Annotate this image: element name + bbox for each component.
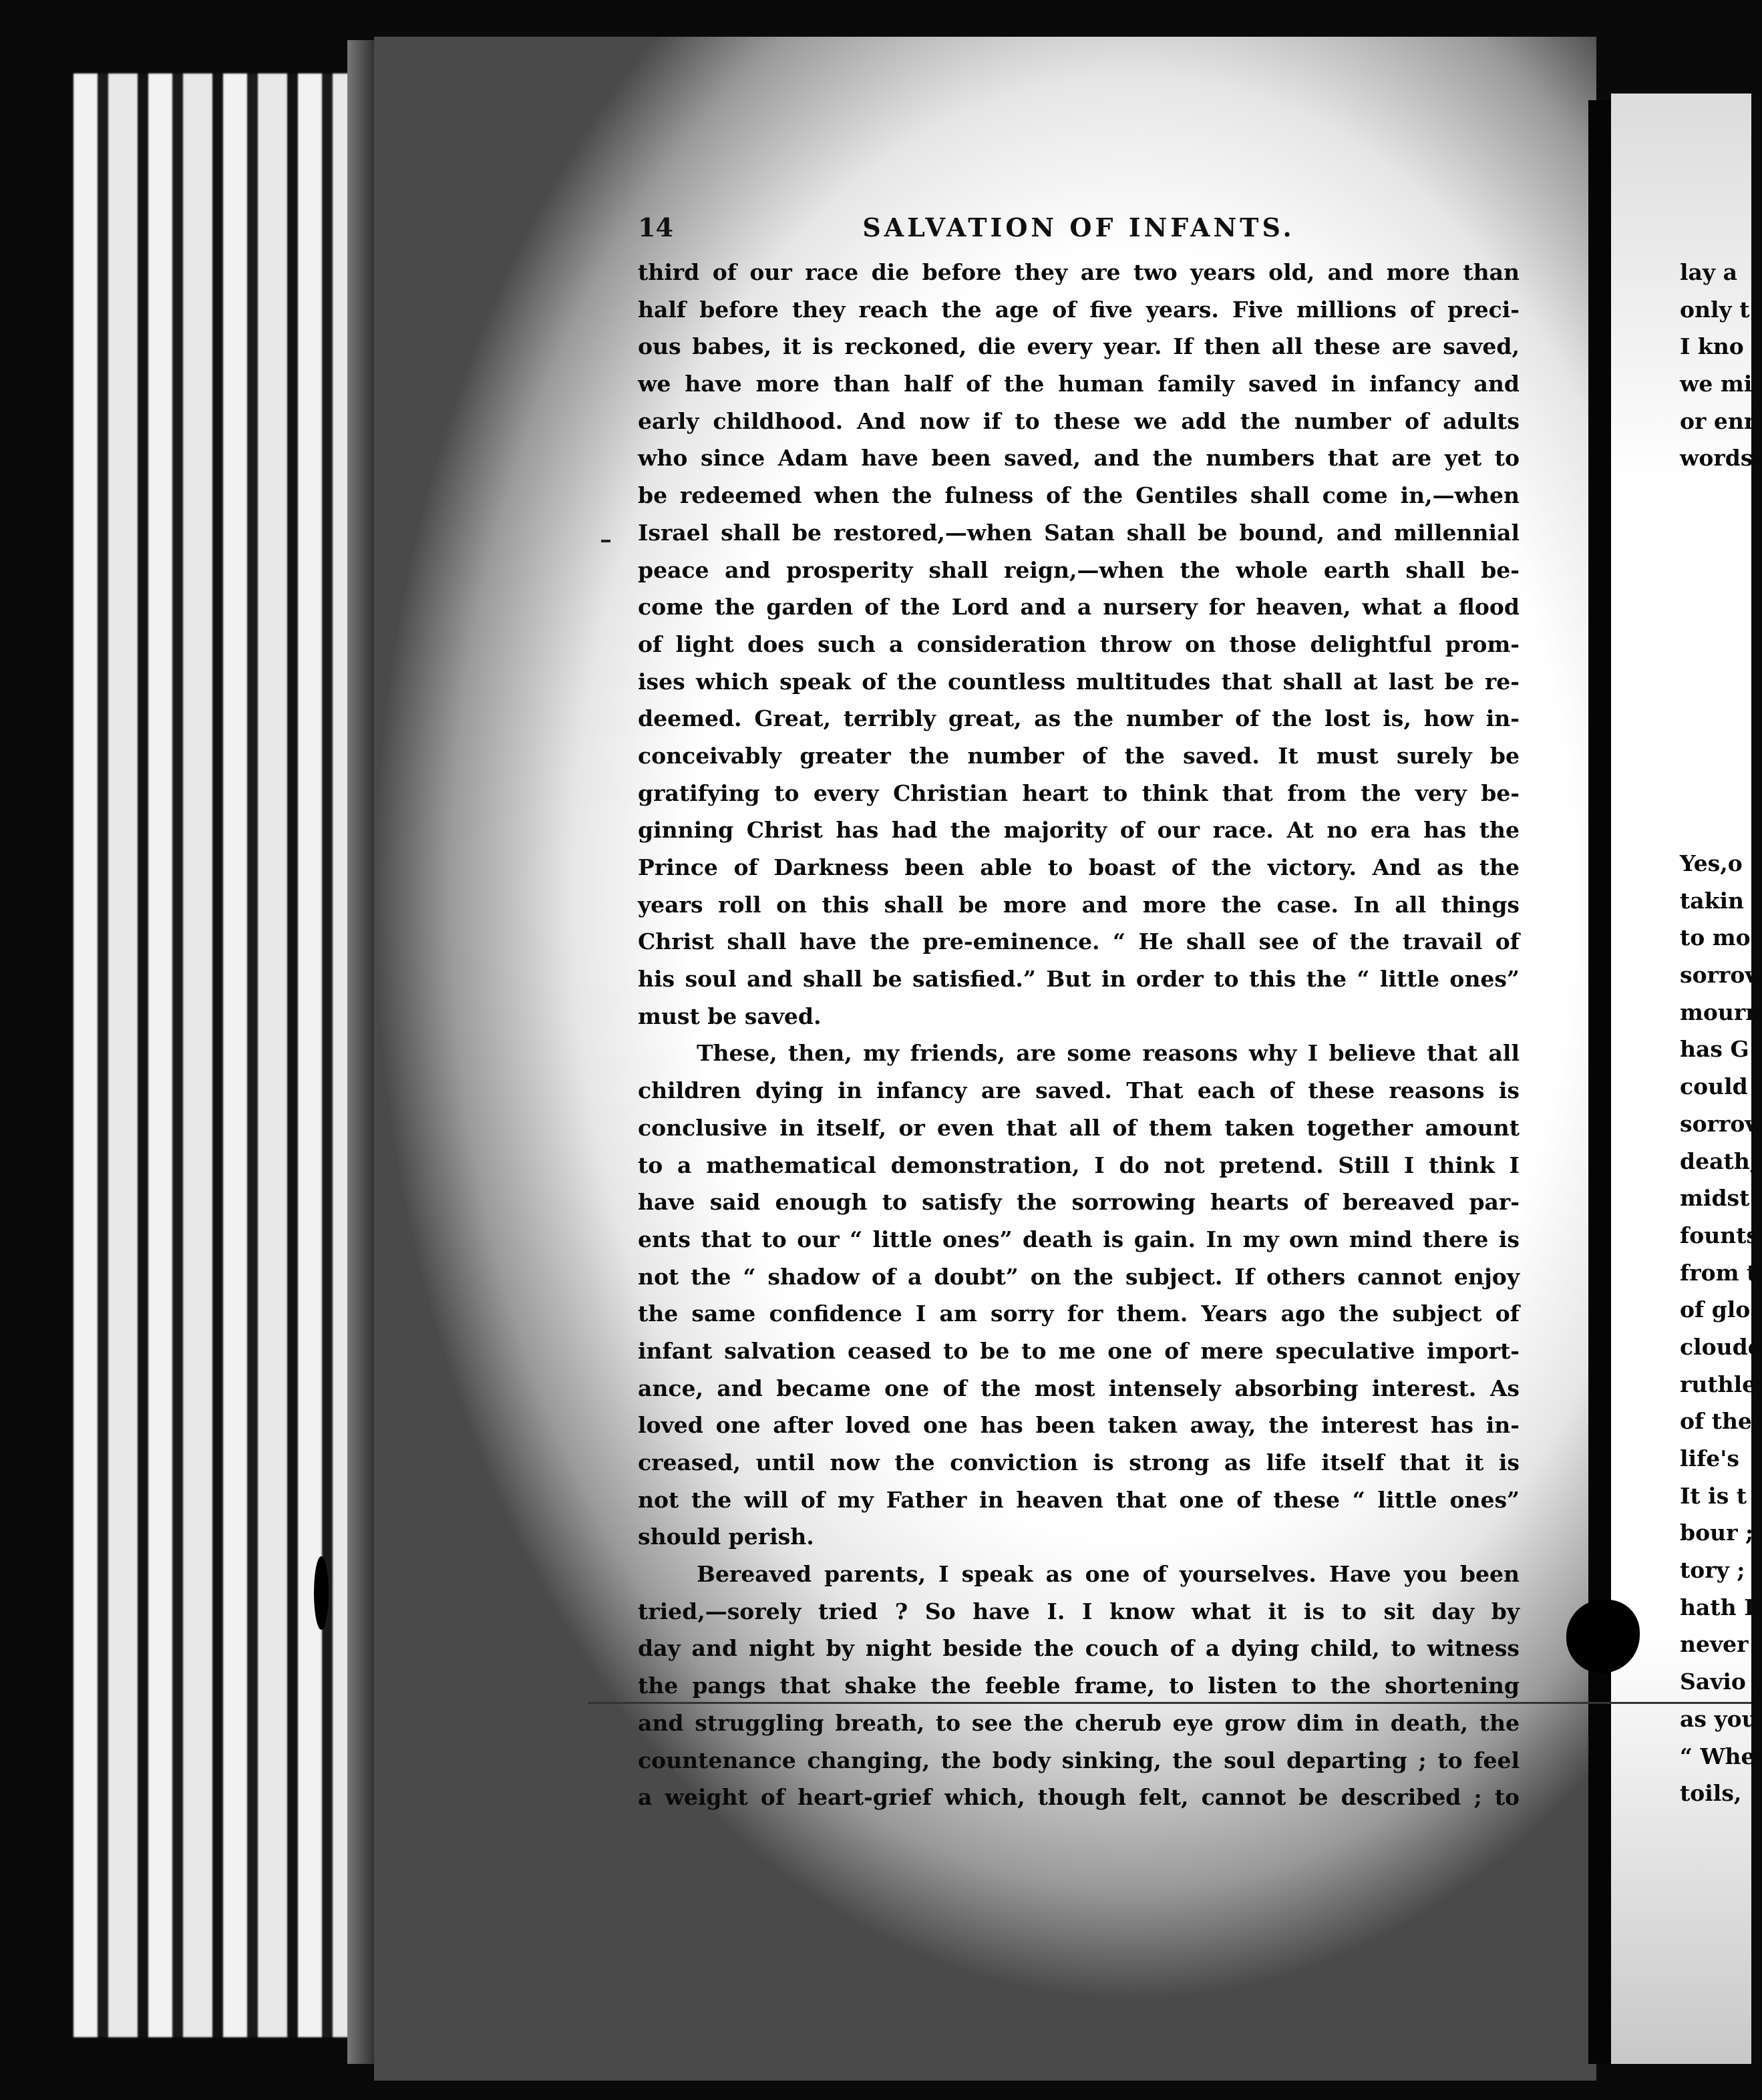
running-title: SALVATION OF INFANTS. [862, 212, 1295, 242]
facing-text-line: mourn [1680, 999, 1762, 1025]
text-line: peace and prosperity shall reign,—when the whole earth shall be- [638, 556, 1520, 583]
text-line: a weight of heart-grief which, though felt, cannot be described ; to [638, 1784, 1520, 1811]
text-line: Christ shall have the pre-eminence. “ He shall see of the travail of [638, 928, 1520, 955]
text-line: should perish. [638, 1524, 814, 1550]
text-line: the pangs that shake the feeble frame, to listen to the shortening [638, 1673, 1520, 1699]
facing-text-line: cloude [1680, 1333, 1762, 1360]
text-line: early childhood. And now if to these we add the number of adults [638, 407, 1520, 434]
facing-page-text-bottom [1680, 845, 1762, 1812]
facing-text-line: sorrov [1680, 962, 1758, 989]
text-line: to a mathematical demonstration, I do not pretend. Still I think I [638, 1152, 1520, 1178]
page-divider [1588, 100, 1611, 2064]
text-line: conclusive in itself, or even that all of them taken together amount [638, 1114, 1520, 1141]
text-line: be redeemed when the fulness of the Gentiles shall come in,—when [638, 482, 1520, 509]
facing-text-line: never [1680, 1631, 1749, 1658]
text-line: not the “ shadow of a doubt” on the subject. If others cannot enjoy [638, 1263, 1520, 1290]
text-line: ance, and became one of the most intensely absorbing interest. As [638, 1375, 1520, 1401]
facing-text-line: has G [1680, 1036, 1749, 1063]
text-line: deemed. Great, terribly great, as the number of the lost is, how in- [638, 705, 1520, 732]
text-line: come the garden of the Lord and a nursery for heaven, what a flood [638, 594, 1520, 621]
facing-text-line: sorrov [1680, 1110, 1758, 1137]
text-line: gratifying to every Christian heart to think that from the very be- [638, 779, 1520, 806]
facing-text-line: “ Whe [1680, 1743, 1755, 1769]
body-text [638, 254, 1520, 1816]
text-line: not the will of my Father in heaven that one of these “ little ones” [638, 1486, 1520, 1513]
text-line: countenance changing, the body sinking, the soul departing ; to feel [638, 1747, 1520, 1773]
text-line: Israel shall be restored,—when Satan shall be bound, and millennial [638, 519, 1520, 546]
facing-text-line: hath I [1680, 1594, 1755, 1620]
text-line: half before they reach the age of five years. Five millions of preci- [638, 296, 1520, 323]
facing-text-line: only t [1680, 296, 1750, 323]
text-line: we have more than half of the human family saved in infancy and [638, 371, 1520, 397]
facing-text-line: founts [1680, 1222, 1759, 1248]
text-line: children dying in infancy are saved. That each of these reasons is [638, 1077, 1520, 1104]
text-line: his soul and shall be satisfied.” But in order to this the “ little ones” [638, 966, 1520, 993]
text-line: Prince of Darkness been able to boast of the victory. And as the [638, 854, 1520, 880]
page-number: 14 [638, 212, 673, 242]
text-line: These, then, my friends, are some reasons why I believe that all [697, 1040, 1520, 1067]
facing-text-line: could [1680, 1073, 1748, 1100]
facing-text-line: as you [1680, 1705, 1758, 1732]
facing-text-line: we mi [1680, 371, 1753, 397]
facing-text-line: Yes,o [1680, 850, 1743, 876]
text-line: and struggling breath, to see the cherub eye grow dim in death, the [638, 1709, 1520, 1736]
text-line: years roll on this shall be more and more the case. In all things [638, 891, 1520, 918]
text-line: infant salvation ceased to be to me one of mere speculative import- [638, 1337, 1520, 1364]
text-line: day and night by night beside the couch of a dying child, to witness [638, 1635, 1520, 1662]
text-line: ents that to our “ little ones” death is gain. In my own mind there is [638, 1226, 1520, 1252]
text-line: loved one after loved one has been taken away, the interest has in- [638, 1412, 1520, 1439]
facing-text-line: death, [1680, 1148, 1758, 1174]
text-line: conceivably greater the number of the saved. It must surely be [638, 742, 1520, 769]
text-line: creased, until now the conviction is strong as life itself that it is [638, 1449, 1520, 1475]
facing-text-line: of the [1680, 1408, 1752, 1435]
facing-text-line: from t [1680, 1259, 1757, 1286]
facing-text-line: to mo [1680, 924, 1751, 951]
text-line: tried,—sorely tried ? So have I. I know what it is to sit day by [638, 1598, 1520, 1624]
facing-text-line: toils, [1680, 1780, 1742, 1807]
facing-page-text-top [1680, 254, 1760, 477]
facing-text-line: or enn [1680, 407, 1760, 434]
text-line: third of our race die before they are two years old, and more than [638, 259, 1520, 285]
text-line: ginning Christ has had the majority of our race. At no era has the [638, 817, 1520, 844]
text-line: ous babes, it is reckoned, die every year. If then all these are saved, [638, 333, 1520, 360]
text-line: have said enough to satisfy the sorrowing hearts of bereaved par- [638, 1189, 1520, 1216]
running-head [638, 212, 1520, 246]
facing-text-line: ruthle [1680, 1371, 1757, 1397]
text-line: the same confidence I am sorry for them. Years ago the subject of [638, 1300, 1520, 1327]
facing-text-line: takin [1680, 887, 1745, 914]
facing-text-line: midst [1680, 1185, 1750, 1212]
facing-text-line: lay a [1680, 259, 1737, 285]
facing-text-line: words [1680, 445, 1753, 472]
scan-mark [601, 540, 610, 542]
text-line: Bereaved parents, I speak as one of yourselves. Have you been [697, 1561, 1520, 1588]
facing-text-line: I kno [1680, 333, 1744, 360]
facing-text-line: bour ; [1680, 1520, 1754, 1546]
text-line: ises which speak of the countless multitudes that shall at last be re- [638, 668, 1520, 695]
page-fore-edge [73, 73, 367, 2037]
text-line: of light does such a consideration throw on those delightful prom- [638, 631, 1520, 657]
facing-text-line: of glo [1680, 1296, 1751, 1323]
scan-line [588, 1702, 1751, 1704]
facing-text-line: Savio [1680, 1669, 1746, 1695]
facing-text-line: life's [1680, 1445, 1739, 1471]
text-line: must be saved. [638, 1003, 822, 1029]
scan-speck [314, 1556, 329, 1630]
facing-text-line: It is t [1680, 1482, 1747, 1509]
text-line: who since Adam have been saved, and the numbers that are yet to [638, 445, 1520, 472]
facing-text-line: tory ; [1680, 1557, 1745, 1584]
